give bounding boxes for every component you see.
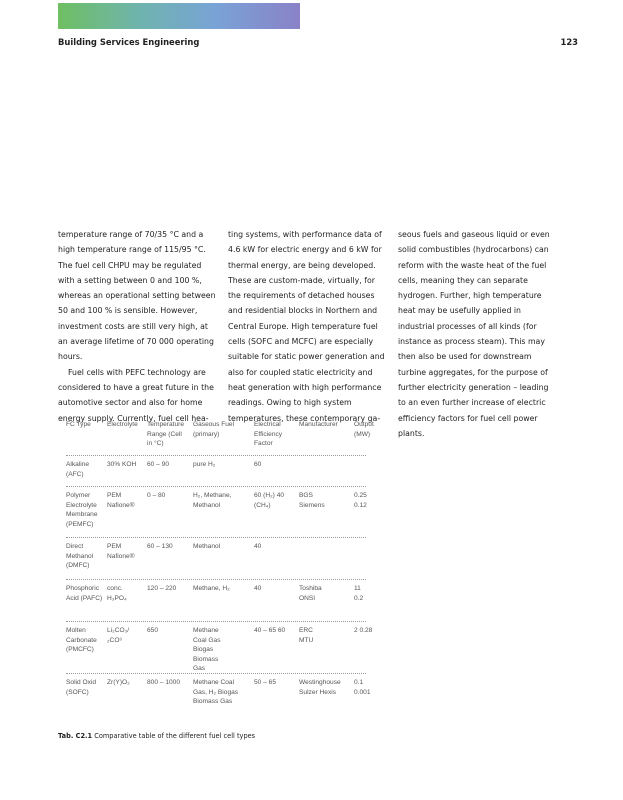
table-row [66,538,366,580]
table-cell: Solid Oxid (SOFC) [66,679,97,696]
table-cell: 2 0.28 [354,627,373,634]
table-cell: 800 – 1000 [147,679,181,686]
table-cell: Methane Coal Gas, H₂ Biogas Biomass Gas [193,679,239,705]
caption-text: Comparative table of the different fuel cell types [94,732,256,740]
table-cell: 30% KOH [107,461,137,468]
table-cell: Methane, H₂ [193,585,230,592]
paragraph: Fuel cells with PEFC technology are considered to have a great future in the automotive sector and also for home energy supply. Currently, fuel cell hea- [58,367,214,423]
table-cell: Zr(Y)O₂ [107,679,130,686]
table-cell: Direct Methanol (DMFC) [66,543,94,569]
table-cell: ERC MTU [299,627,314,644]
page-number: 123 [560,37,578,47]
table-cell: 60 – 130 [147,543,173,550]
table-header-cell: FC Type [66,421,91,428]
caption-label: Tab. C2.1 [58,732,93,740]
table-cell: Methane Coal Gas Biogas Biomass Gas [193,627,221,672]
table-row [66,622,373,674]
table-header-cell: Electrical Efficiency Factor [254,421,283,447]
table-cell: 40 [254,543,262,550]
paragraph: seous fuels and gaseous liquid or even solid combustibles (hydrocarbons) can reform with the waste heat of the fuel cells, meaning they can separate hydrogen. Further, high temperature heat may be usefully applied in industrial processes of all kinds (for instance as process steam). This may then also be used for downstream turbine aggregates, for the purpose of further electricity generation – leading to an even further increase of electric efficiency factors for fuel cell power plants. [398,230,550,438]
table-row [66,674,371,726]
table-cell: Toshiba ONSI [299,585,322,602]
table-cell: 0.1 0.001 [354,679,371,696]
table-cell: conc. H₃PO₄ [107,585,127,602]
table-caption [58,732,255,740]
table-cell: Li₂CO₃/ ₂CO³ [107,627,130,644]
table-header-cell: Output (MW) [354,421,374,438]
text-column-2 [228,227,388,426]
table-cell: 40 [254,585,262,592]
text-column-3 [398,227,558,441]
header-color-bar [58,3,300,29]
table-cell: PEM Nafione® [107,492,135,509]
fuel-cell-table [66,417,374,726]
table-cell: pure H₂ [193,461,216,468]
table-header-cell: Manufacturer [299,421,338,428]
paragraph: temperature range of 70/35 °C and a high temperature range of 115/95 °C. The fuel cell CHPU may be regulated with a setting between 0 and 100 %, whereas an operational setting between 50 and 100 % is sensible. However, investment costs are still very high, at an average lifetime of 70 000 operating hours. [58,230,216,362]
table-cell: 650 [147,627,159,634]
table-cell: Alkaline (AFC) [66,461,90,478]
table-cell: Methanol [193,543,221,550]
table-row [66,456,366,487]
table-cell: Phosphoric Acid (PAFC) [66,585,103,602]
text-column-1 [58,227,218,426]
table-cell: Molten Carbonate (PMCFC) [66,627,97,653]
table-cell: 40 – 65 60 [254,627,286,634]
table-cell: BGS Siemens [299,492,325,509]
table-cell: 0 – 80 [147,492,166,499]
table-cell: 11 0.2 [354,585,364,602]
table-cell: 0.25 0.12 [354,492,367,509]
section-title: Building Services Engineering [58,37,200,47]
table-cell: 50 – 65 [254,679,276,686]
table-header-cell: Electrolyte [107,421,138,428]
table-cell: 60 [254,461,262,468]
table-cell: PEM Nafione® [107,543,135,560]
table-cell: 60 (H₂) 40 (CH₄) [254,492,285,509]
table-row [66,487,366,538]
table-header-cell: Temperature Range (Cell in °C) [147,421,185,447]
table-header-cell: Gaseous Fuel (primary) [193,421,235,438]
paragraph: ting systems, with performance data of 4.6 kW for electric energy and 6 kW for thermal energy, are being developed. These are custom-made, virtually, for the requirements of detached houses and residential blocks in Northern and Central Europe. High temperature fuel cells (SOFC and MCFC) are especially suitable for static power generation and also for coupled static electricity and heat generation with high performance readings. Owing to high system temperatures, these contemporary ga- [228,230,385,423]
table-cell: 120 – 220 [147,585,177,592]
table-cell: H₂, Methane, Methanol [193,492,232,509]
table-row [66,580,366,622]
table-header-row [66,417,374,456]
table-cell: Polymer Electrolyte Membrane (PEMFC) [66,492,98,528]
table-cell: 60 – 90 [147,461,169,468]
table-cell: Westinghouse Sulzer Hexis [299,679,341,696]
